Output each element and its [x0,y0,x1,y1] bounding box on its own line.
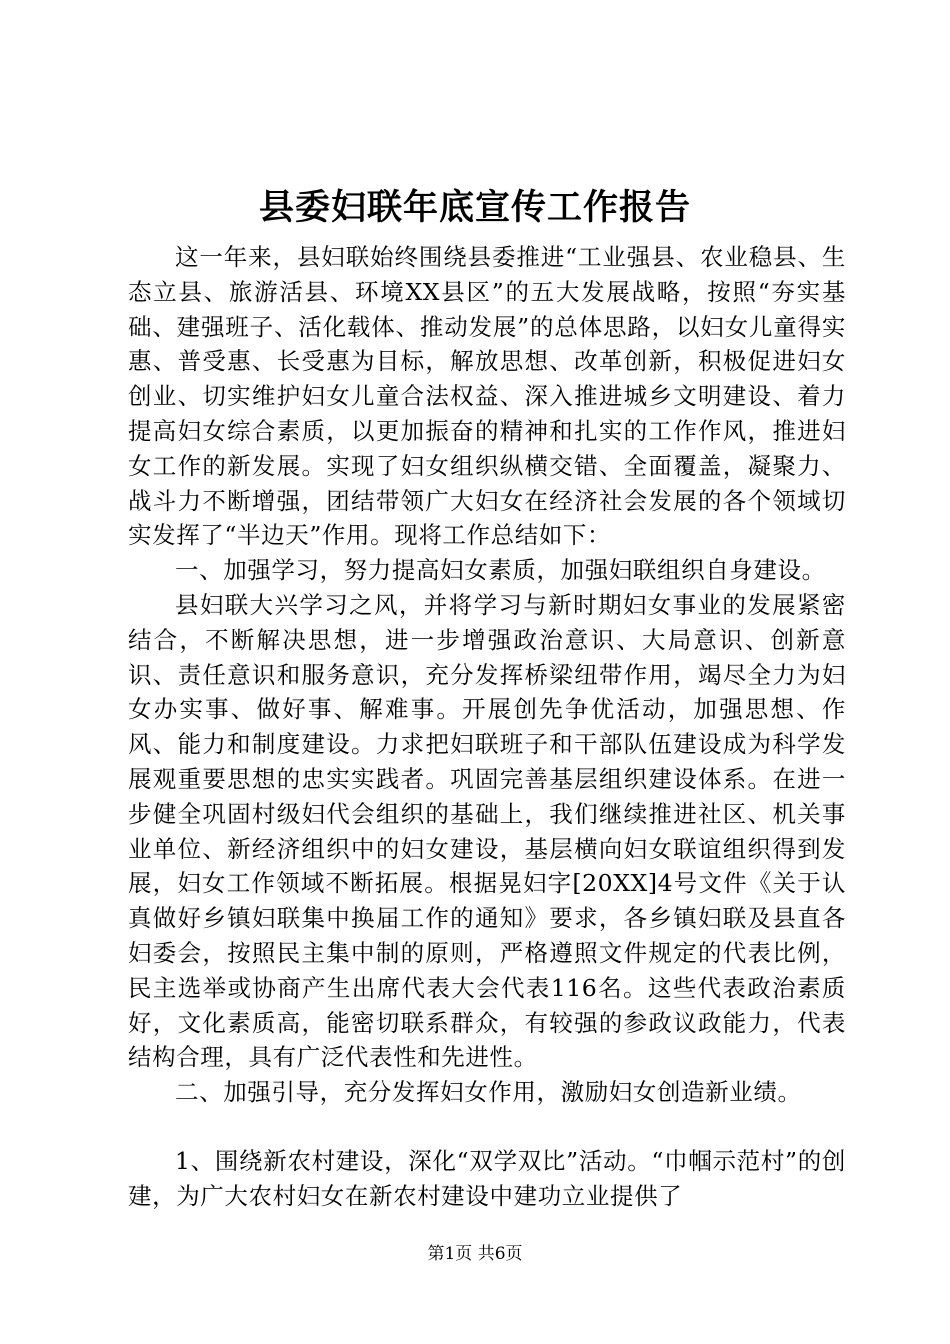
section-heading-2: 二、加强引导，充分发挥妇女作用，激励妇女创造新业绩。 [175,1078,802,1107]
section-heading-1: 一、加强学习，努力提高妇女素质，加强妇联组织自身建设。 [175,556,826,585]
page-footer: 第1页 共6页 [427,1244,523,1264]
intro-paragraph: 这一年来，县妇联始终围绕县委推进“工业强县、农业稳县、生态立县、旅游活县、环境XX县区”的五大发展战略，按照“夯实基础、建强班子、活化载体、推动发展”的总体思路，以妇女儿童得实惠、普受惠、长受惠为目标，解放思想、改革创新，积极促进妇女创业、切实维护妇女儿童合法权益、深入推进城乡文明建设、着力提高妇女综合素质，以更加振奋的精神和扎实的工作作风，推进妇女工作的新发展。实现了妇女组织纵横交错、全面覆盖，凝聚力、战斗力不断增强，团结带领广大妇女在经济社会发展的各个领域切实发挥了“半边天”作用。现将工作总结如下： [128,243,846,550]
section-1-paragraph: 县妇联大兴学习之风，并将学习与新时期妇女事业的发展紧密结合，不断解决思想，进一步增强政治意识、大局意识、创新意识、责任意识和服务意识，充分发挥桥梁纽带作用，竭尽全力为妇女办实事、做好事、解难事。开展创先争优活动，加强思想、作风、能力和制度建设。力求把妇联班子和干部队伍建设成为科学发展观重要思想的忠实实践者。巩固完善基层组织建设体系。在进一步健全巩固村级妇代会组织的基础上，我们继续推进社区、机关事业单位、新经济组织中的妇女建设，基层横向妇女联谊组织得到发展，妇女工作领域不断拓展。根据晃妇字[20XX]4号文件《关于认真做好乡镇妇联集中换届工作的通知》要求，各乡镇妇联及县直各妇委会，按照民主集中制的原则，严格遵照文件规定的代表比例，民主选举或协商产生出席代表大会代表116名。这些代表政治素质好，文化素质高，能密切联系群众，有较强的参政议政能力，代表结构合理，具有广泛代表性和先进性。 [128,590,846,1072]
document-title: 县委妇联年底宣传工作报告 [258,187,691,228]
document-body [128,240,846,1214]
section-2-item-1-paragraph: 1、围绕新农村建设，深化“双学双比”活动。“巾帼示范村”的创建，为广大农村妇女在新农村建设中建功立业提供了 [128,1146,846,1210]
